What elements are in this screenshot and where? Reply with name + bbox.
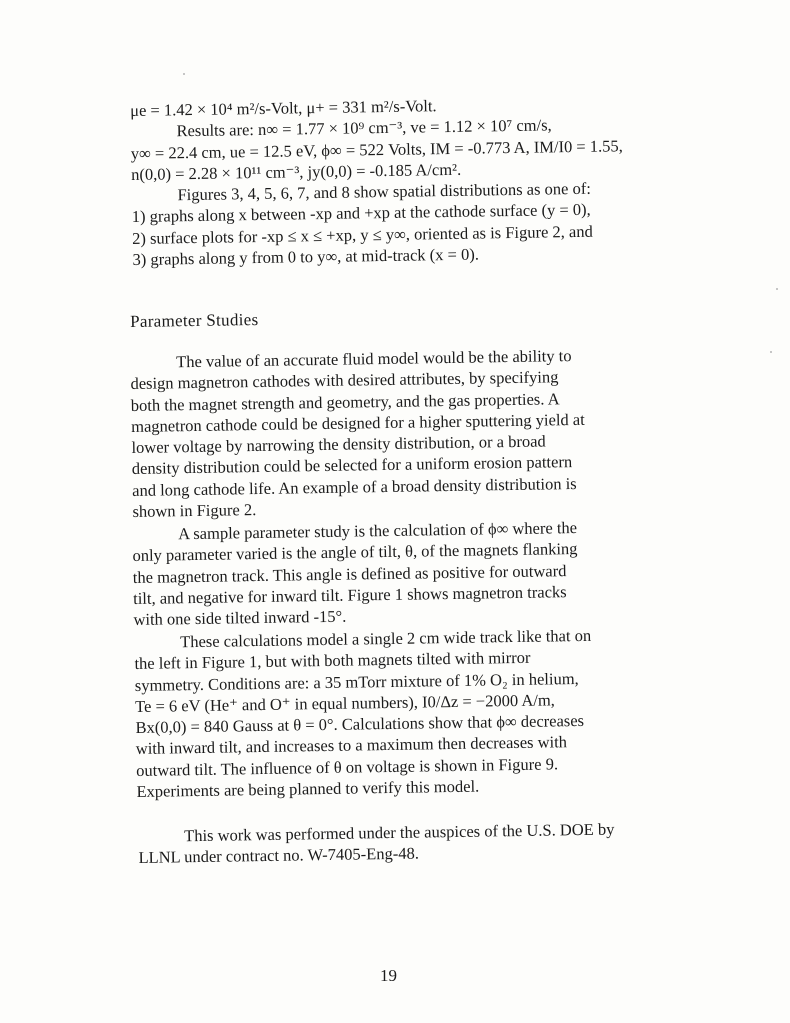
text-line: with one side tilted inward -15°. [133, 606, 347, 630]
text-line: n(0,0) = 2.28 × 10¹¹ cm⁻³, jy(0,0) = -0.185 A/cm². [131, 159, 462, 184]
text-line: density distribution could be selected for a uniform erosion pattern [131, 452, 573, 479]
text-line: design magnetron cathodes with desired attributes, by specifying [130, 367, 559, 394]
text-line: μe = 1.42 × 10⁴ m²/s-Volt, μ+ = 331 m²/s-Volt. [130, 96, 437, 120]
text-line: outward tilt. The influence of θ on voltage is shown in Figure 9. [136, 754, 559, 780]
text-line: Bx(0,0) = 840 Gauss at θ = 0°. Calculations show that ϕ∞ decreases [135, 711, 585, 738]
text-line: the magnetron track. This angle is defined as positive for outward [132, 560, 567, 587]
text-line: Results are: n∞ = 1.77 × 10⁹ cm⁻³, ve = 1.12 × 10⁷ cm/s, [176, 115, 552, 141]
text-line: 3) graphs along y from 0 to y∞, at mid-track (x = 0). [132, 244, 480, 270]
text-line: A sample parameter study is the calculation of ϕ∞ where the [178, 518, 578, 544]
text-line: and long cathode life. An example of a broad density distribution is [132, 473, 577, 500]
text-line: Figures 3, 4, 5, 6, 7, and 8 show spatial distributions as one of: [177, 178, 591, 205]
scan-speck [770, 351, 772, 353]
text-line: 1) graphs along x between -xp and +xp at the cathode surface (y = 0), [131, 200, 591, 227]
text-line: the left in Figure 1, but with both magnets tilted with mirror [134, 648, 531, 674]
acknowledgement [138, 817, 699, 868]
text-line: with inward tilt, and increases to a maximum then decreases with [135, 732, 568, 759]
text-line: shown in Figure 2. [132, 500, 257, 522]
paragraph-3 [134, 623, 697, 802]
text-line: y∞ = 22.4 cm, ue = 12.5 eV, ϕ∞ = 522 Volts, IM = -0.773 A, IM/I0 = 1.55, [130, 135, 623, 163]
text-line: Te = 6 eV (He⁺ and O⁺ in equal numbers), I0/Δz = −2000 A/m, [135, 690, 555, 716]
results-block [130, 91, 693, 270]
page-number: 19 [380, 966, 397, 985]
text-line: lower voltage by narrowing the density distribution, or a broad [131, 431, 546, 458]
text-line: The value of an accurate fluid model would be the ability to [176, 346, 572, 372]
text-line: 2) surface plots for -xp ≤ x ≤ +xp, y ≤ y∞, oriented as is Figure 2, and [132, 221, 593, 248]
text-line: This work was performed under the auspices of the U.S. DOE by [184, 819, 615, 846]
text-line: LLNL under contract no. W-7405-Eng-48. [138, 843, 420, 868]
text-line: magnetron cathode could be designed for a higher sputtering yield at [131, 409, 585, 436]
text-line: These calculations model a single 2 cm wide track like that on [180, 625, 592, 652]
paragraph-2 [132, 515, 694, 630]
section-heading: Parameter Studies [130, 309, 259, 331]
scan-speck [183, 73, 185, 75]
text-line: Experiments are being planned to verify this model. [136, 776, 480, 802]
text-line: only parameter varied is the angle of tilt, θ, of the magnets flanking [132, 539, 578, 566]
text-line: tilt, and negative for inward tilt. Figure 1 shows magnetron tracks [133, 582, 567, 608]
text-line: symmetry. Conditions are: a 35 mTorr mixture of 1% O₂ in helium, [134, 668, 579, 695]
paragraph-1 [130, 343, 693, 522]
scan-speck [776, 288, 778, 290]
text-line: both the magnet strength and geometry, and the gas properties. A [130, 388, 560, 415]
